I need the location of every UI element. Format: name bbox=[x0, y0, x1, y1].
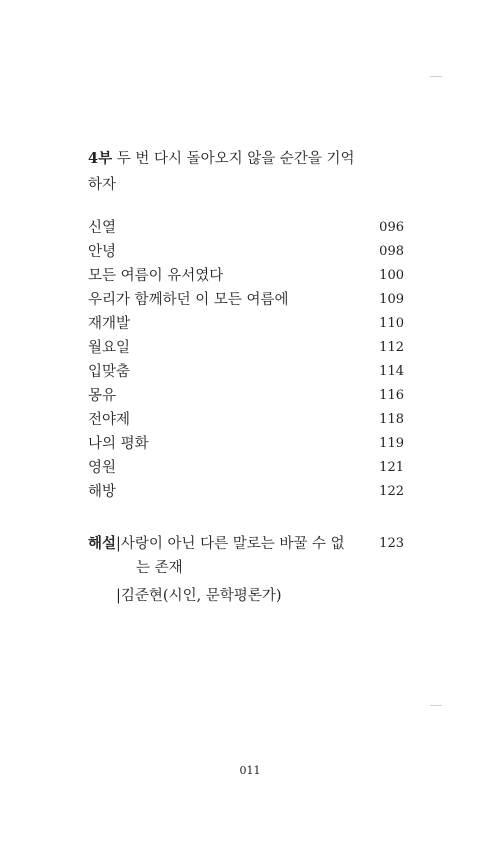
part-title-line2: 하자 bbox=[88, 177, 117, 193]
toc-entry-page: 121 bbox=[379, 460, 404, 475]
toc-entry-page: 116 bbox=[379, 388, 404, 403]
toc-list bbox=[88, 216, 404, 504]
toc-entry bbox=[88, 312, 404, 336]
part-title-line1: 두 번 다시 돌아오지 않을 순간을 기억 bbox=[116, 151, 355, 167]
commentary-entry bbox=[88, 532, 404, 608]
toc-entry bbox=[88, 360, 404, 384]
page-number: 011 bbox=[239, 764, 261, 777]
toc-entry-title: 안녕 bbox=[88, 244, 117, 260]
toc-entry-title: 재개발 bbox=[88, 316, 131, 332]
toc-entry bbox=[88, 288, 404, 312]
toc-entry-title: 전야제 bbox=[88, 412, 131, 428]
commentary-title-line2: 는 존재 bbox=[136, 560, 183, 576]
toc-entry-page: 122 bbox=[379, 484, 404, 499]
toc-entry-page: 119 bbox=[379, 436, 404, 451]
part-number: 4부 bbox=[88, 150, 113, 167]
toc-entry-title: 월요일 bbox=[88, 340, 131, 356]
toc-entry-page: 100 bbox=[379, 268, 404, 283]
commentary-label: 해설 bbox=[88, 535, 117, 552]
toc-entry-page: 118 bbox=[379, 412, 404, 427]
toc-entry-page: 096 bbox=[379, 220, 404, 235]
toc-entry bbox=[88, 408, 404, 432]
toc-entry-title: 해방 bbox=[88, 484, 117, 500]
toc-entry-title: 영원 bbox=[88, 460, 117, 476]
toc-entry-title: 신열 bbox=[88, 220, 117, 236]
margin-tick-bottom bbox=[430, 705, 442, 706]
toc-entry-page: 114 bbox=[379, 364, 404, 379]
toc-entry-page: 098 bbox=[379, 244, 404, 259]
commentary-author: |김준현(시인, 문학평론가) bbox=[116, 588, 282, 604]
toc-entry-page: 109 bbox=[379, 292, 404, 307]
toc-entry bbox=[88, 480, 404, 504]
toc-entry bbox=[88, 336, 404, 360]
toc-entry bbox=[88, 432, 404, 456]
toc-entry-page: 110 bbox=[379, 316, 404, 331]
toc-entry bbox=[88, 240, 404, 264]
toc-entry-title: 몽유 bbox=[88, 388, 117, 404]
commentary-title-line1: |사랑이 아닌 다른 말로는 바꿀 수 없 bbox=[116, 536, 345, 552]
part-heading bbox=[88, 146, 368, 198]
toc-entry bbox=[88, 264, 404, 288]
toc-entry-title: 나의 평화 bbox=[88, 436, 149, 452]
margin-tick-top bbox=[430, 76, 442, 77]
toc-entry bbox=[88, 216, 404, 240]
toc-entry-page: 112 bbox=[379, 340, 404, 355]
toc-entry-title: 모든 여름이 유서였다 bbox=[88, 268, 224, 284]
toc-entry-title: 입맞춤 bbox=[88, 364, 131, 380]
commentary-page: 123 bbox=[379, 536, 404, 551]
toc-entry bbox=[88, 384, 404, 408]
toc-entry-title: 우리가 함께하던 이 모든 여름에 bbox=[88, 292, 289, 308]
toc-entry bbox=[88, 456, 404, 480]
